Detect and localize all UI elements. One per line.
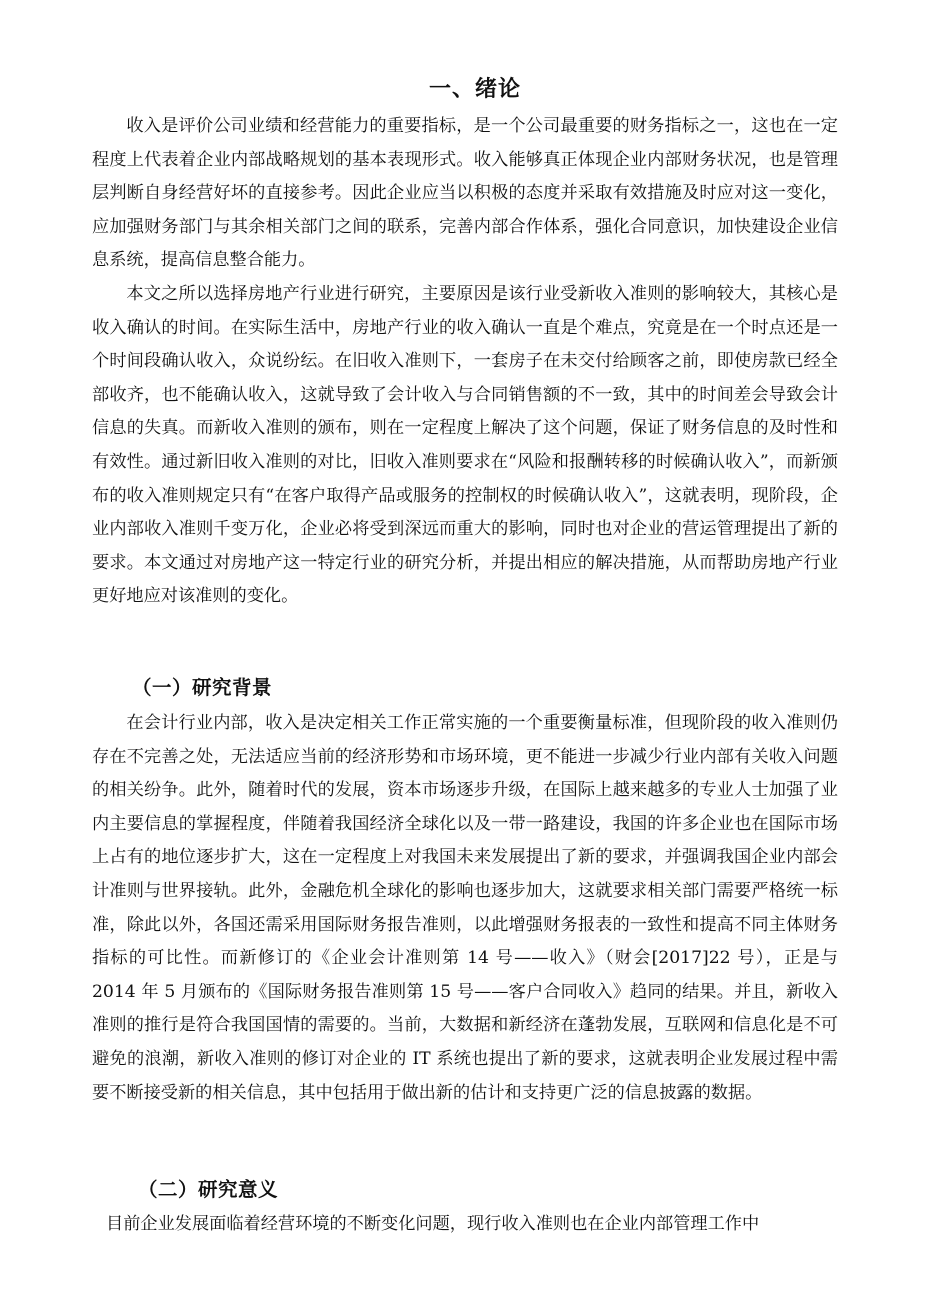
section-heading-background: （一）研究背景: [132, 676, 273, 699]
significance-section: [106, 1208, 846, 1242]
intro-paragraph-2: 本文之所以选择房地产行业进行研究，主要原因是该行业受新收入准则的影响较大，其核心是收入确认的时间。在实际生活中，房地产行业的收入确认一直是个难点，究竟是在一个时点还是一个时间段确认收入，众说纷纭。在旧收入准则下，一套房子在未交付给顾客之前，即使房款已经全部收齐，也不能确认收入，这就导致了会计收入与合同销售额的不一致，其中的时间差会导致会计信息的失真。而新收入准则的颁布，则在一定程度上解决了这个问题，保证了财务信息的及时性和有效性。通过新旧收入准则的对比，旧收入准则要求在“风险和报酬转移的时候确认收入”，而新颁布的收入准则规定只有“在客户取得产品或服务的控制权的时候确认收入”，这就表明，现阶段，企业内部收入准则千变万化，企业必将受到深远而重大的影响，同时也对企业的营运管理提出了新的要求。本文通过对房地产这一特定行业的研究分析，并提出相应的解决措施，从而帮助房地产行业更好地应对该准则的变化。: [92, 283, 838, 607]
significance-paragraph: 目前企业发展面临着经营环境的不断变化问题，现行收入准则也在企业内部管理工作中: [106, 1214, 760, 1234]
section-heading-significance: （二）研究意义: [138, 1178, 279, 1201]
background-paragraph: 在会计行业内部，收入是决定相关工作正常实施的一个重要衡量标准，但现阶段的收入准则仍存在不完善之处，无法适应当前的经济形势和市场环境，更不能进一步减少行业内部有关收入问题的相关纷争。此外，随着时代的发展，资本市场逐步升级，在国际上越来越多的专业人士加强了业内主要信息的掌握程度，伴随着我国经济全球化以及一带一路建设，我国的许多企业也在国际市场上占有的地位逐步扩大，这在一定程度上对我国未来发展提出了新的要求，并强调我国企业内部会计准则与世界接轨。此外，金融危机全球化的影响也逐步加大，这就要求相关部门需要严格统一标准，除此以外，各国还需采用国际财务报告准则，以此增强财务报表的一致性和提高不同主体财务指标的可比性。而新修订的《企业会计准则第 14 号——收入》（财会[2017]22 号），正是与 2014 年 5 月颁布的《国际财务报告准则第 15 号——客户合同收入》趋同的结果。并且，新收入准则的推行是符合我国国情的需要的。当前，大数据和新经济在蓬勃发展，互联网和信息化是不可避免的浪潮，新收入准则的修订对企业的 IT 系统也提出了新的要求，这就表明企业发展过程中需要不断接受新的相关信息，其中包括用于做出新的估计和支持更广泛的信息披露的数据。: [92, 713, 838, 1103]
background-section: [92, 707, 838, 1110]
intro-paragraph-1: 收入是评价公司业绩和经营能力的重要指标，是一个公司最重要的财务指标之一，这也在一定程度上代表着企业内部战略规划的基本表现形式。收入能够真正体现企业内部财务状况，也是管理层判断自身经营好坏的直接参考。因此企业应当以积极的态度并采取有效措施及时应对这一变化，应加强财务部门与其余相关部门之间的联系，完善内部合作体系，强化合同意识，加快建设企业信息系统，提高信息整合能力。: [92, 116, 838, 271]
intro-section: [92, 110, 838, 614]
chapter-title: 一、绪论: [428, 76, 521, 102]
